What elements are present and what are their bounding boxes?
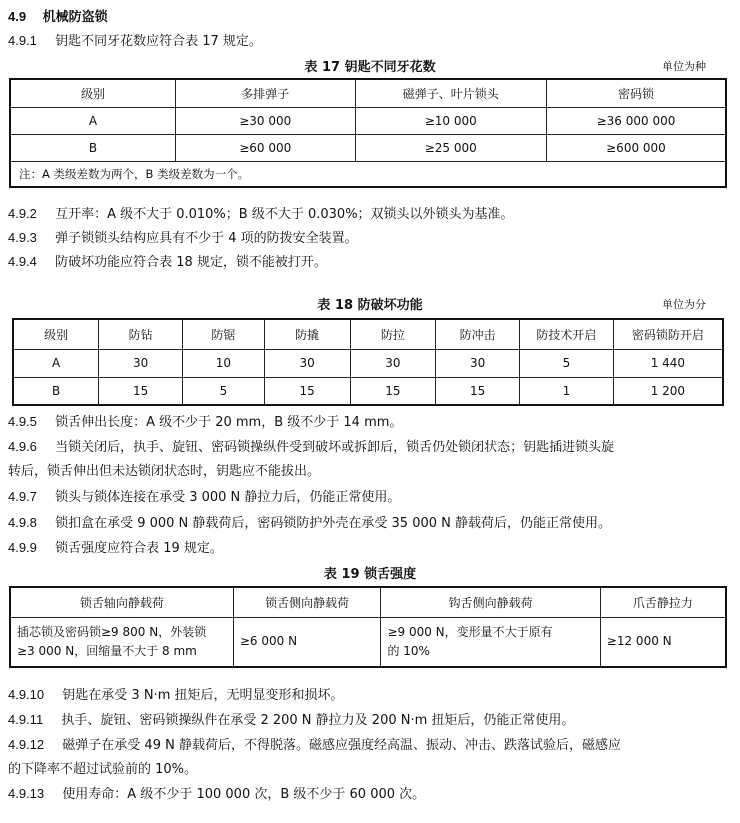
- table-cell: A: [13, 349, 99, 377]
- table19-header-3: 爪舌静拉力: [600, 587, 726, 617]
- table-cell: B: [13, 377, 99, 405]
- cell-line: ≥9 000 N，变形量不大于原有: [387, 624, 553, 639]
- table-cell: 15: [436, 377, 520, 405]
- table18-header-3: 防撬: [264, 319, 350, 349]
- table-cell: 10: [183, 349, 265, 377]
- clause-4-9-5: 4.9.5 锁舌伸出长度：A 级不少于 20 mm，B 级不少于 14 mm。: [8, 414, 403, 430]
- clause-4-9-8: 4.9.8 锁扣盒在承受 9 000 N 静载荷后，密码锁防护外壳在承受 35 000 N 静载荷后，仍能正常使用。: [8, 515, 612, 531]
- table-cell: 30: [99, 349, 183, 377]
- table-cell: ≥10 000: [355, 107, 546, 134]
- table-row: [10, 79, 726, 107]
- table-row: [13, 349, 723, 377]
- table-cell: B: [10, 134, 176, 161]
- table-19: [9, 586, 727, 668]
- table-cell: 1 200: [613, 377, 723, 405]
- table-row: [10, 161, 726, 187]
- clause-4-9-1: 4.9.1 钥匙不同牙花数应符合表 17 规定。: [8, 33, 262, 49]
- table-18: [12, 318, 724, 406]
- table18-header-0: 级别: [13, 319, 99, 349]
- clause-4-9-11: 4.9.11 执手、旋钮、密码锁操纵件在承受 2 200 N 静拉力及 200 N·m 扭矩后，仍能正常使用。: [8, 712, 575, 728]
- table-cell: [381, 617, 600, 667]
- table-cell: ≥25 000: [355, 134, 546, 161]
- table-cell: 1: [520, 377, 614, 405]
- table17-unit: 单位为种: [662, 60, 706, 73]
- table17-caption: 表 17 钥匙不同牙花数: [304, 60, 436, 75]
- table18-unit: 单位为分: [662, 298, 706, 311]
- section-title: 机械防盗锁: [42, 10, 108, 25]
- table-cell: 15: [99, 377, 183, 405]
- clause-4-9-7: 4.9.7 锁头与锁体连接在承受 3 000 N 静拉力后，仍能正常使用。: [8, 489, 401, 505]
- clause-4-9-9: 4.9.9 锁舌强度应符合表 19 规定。: [8, 540, 223, 556]
- table17-header-1: 多排弹子: [176, 79, 356, 107]
- section-number: 4.9: [8, 9, 27, 24]
- clause-4-9-13: 4.9.13 使用寿命：A 级不少于 100 000 次，B 级不少于 60 000 次。: [8, 786, 426, 802]
- clause-4-9-3: 4.9.3 弹子锁锁头结构应具有不少于 4 项的防拨安全装置。: [8, 230, 358, 246]
- clause-4-9-2: 4.9.2 互开率：A 级不大于 0.010%；B 级不大于 0.030%；双锁头以外锁头为基准。: [8, 206, 514, 222]
- table18-header-5: 防冲击: [436, 319, 520, 349]
- table-row: [13, 377, 723, 405]
- clause-4-9-4: 4.9.4 防破坏功能应符合表 18 规定，锁不能被打开。: [8, 254, 327, 270]
- table18-header-4: 防拉: [350, 319, 436, 349]
- table18-caption: 表 18 防破坏功能: [317, 298, 423, 313]
- table17-header-3: 密码锁: [546, 79, 726, 107]
- table-row: [10, 617, 726, 667]
- table-cell: [10, 617, 233, 667]
- table-row: [10, 587, 726, 617]
- cell-line: ≥3 000 N，回缩量不大于 8 mm: [17, 643, 197, 658]
- table-row: [13, 319, 723, 349]
- table-cell: 15: [350, 377, 436, 405]
- table-cell: 15: [264, 377, 350, 405]
- table-cell: ≥30 000: [176, 107, 356, 134]
- table-row: [10, 107, 726, 134]
- clause-4-9-6: 4.9.6 当锁关闭后，执手、旋钮、密码锁操纵件受到破坏或拆卸后，锁舌仍处锁闭状态；钥匙插进锁头旋: [8, 439, 615, 455]
- table19-header-2: 钩舌侧向静载荷: [381, 587, 600, 617]
- table17-note: 注：A 类级差数为两个，B 类级差数为一个。: [10, 161, 726, 187]
- table18-header-6: 防技术开启: [520, 319, 614, 349]
- section-heading: [8, 6, 108, 25]
- table17-header-2: 磁弹子、叶片锁头: [355, 79, 546, 107]
- table-cell: 5: [520, 349, 614, 377]
- table-cell: ≥600 000: [546, 134, 726, 161]
- clause-4-9-6-cont: 转后，锁舌伸出但未达锁闭状态时，钥匙应不能拔出。: [8, 464, 321, 479]
- table18-header-2: 防锯: [183, 319, 265, 349]
- table18-header-1: 防钻: [99, 319, 183, 349]
- table-row: [10, 134, 726, 161]
- table-cell: ≥6 000 N: [233, 617, 381, 667]
- table19-header-1: 锁舌侧向静载荷: [233, 587, 381, 617]
- table-cell: ≥36 000 000: [546, 107, 726, 134]
- cell-line: 插芯锁及密码锁≥9 800 N，外装锁: [17, 624, 207, 639]
- table19-header-0: 锁舌轴向静载荷: [10, 587, 233, 617]
- clause-4-9-12: 4.9.12 磁弹子在承受 49 N 静载荷后，不得脱落。磁感应强度经高温、振动、冲击、跌落试验后，磁感应: [8, 737, 621, 753]
- table-17: [9, 78, 727, 188]
- table17-header-0: 级别: [10, 79, 176, 107]
- clause-4-9-12-cont: 的下降率不超过试验前的 10%。: [8, 762, 198, 777]
- table19-caption: 表 19 锁舌强度: [323, 567, 417, 582]
- table-cell: ≥60 000: [176, 134, 356, 161]
- table18-header-7: 密码锁防开启: [613, 319, 723, 349]
- table-cell: 30: [350, 349, 436, 377]
- table-cell: ≥12 000 N: [600, 617, 726, 667]
- table-cell: 30: [264, 349, 350, 377]
- table-cell: 30: [436, 349, 520, 377]
- table-cell: 1 440: [613, 349, 723, 377]
- clause-4-9-10: 4.9.10 钥匙在承受 3 N·m 扭矩后，无明显变形和损坏。: [8, 687, 344, 703]
- cell-line: 的 10%: [387, 643, 430, 658]
- table-cell: A: [10, 107, 176, 134]
- table-cell: 5: [183, 377, 265, 405]
